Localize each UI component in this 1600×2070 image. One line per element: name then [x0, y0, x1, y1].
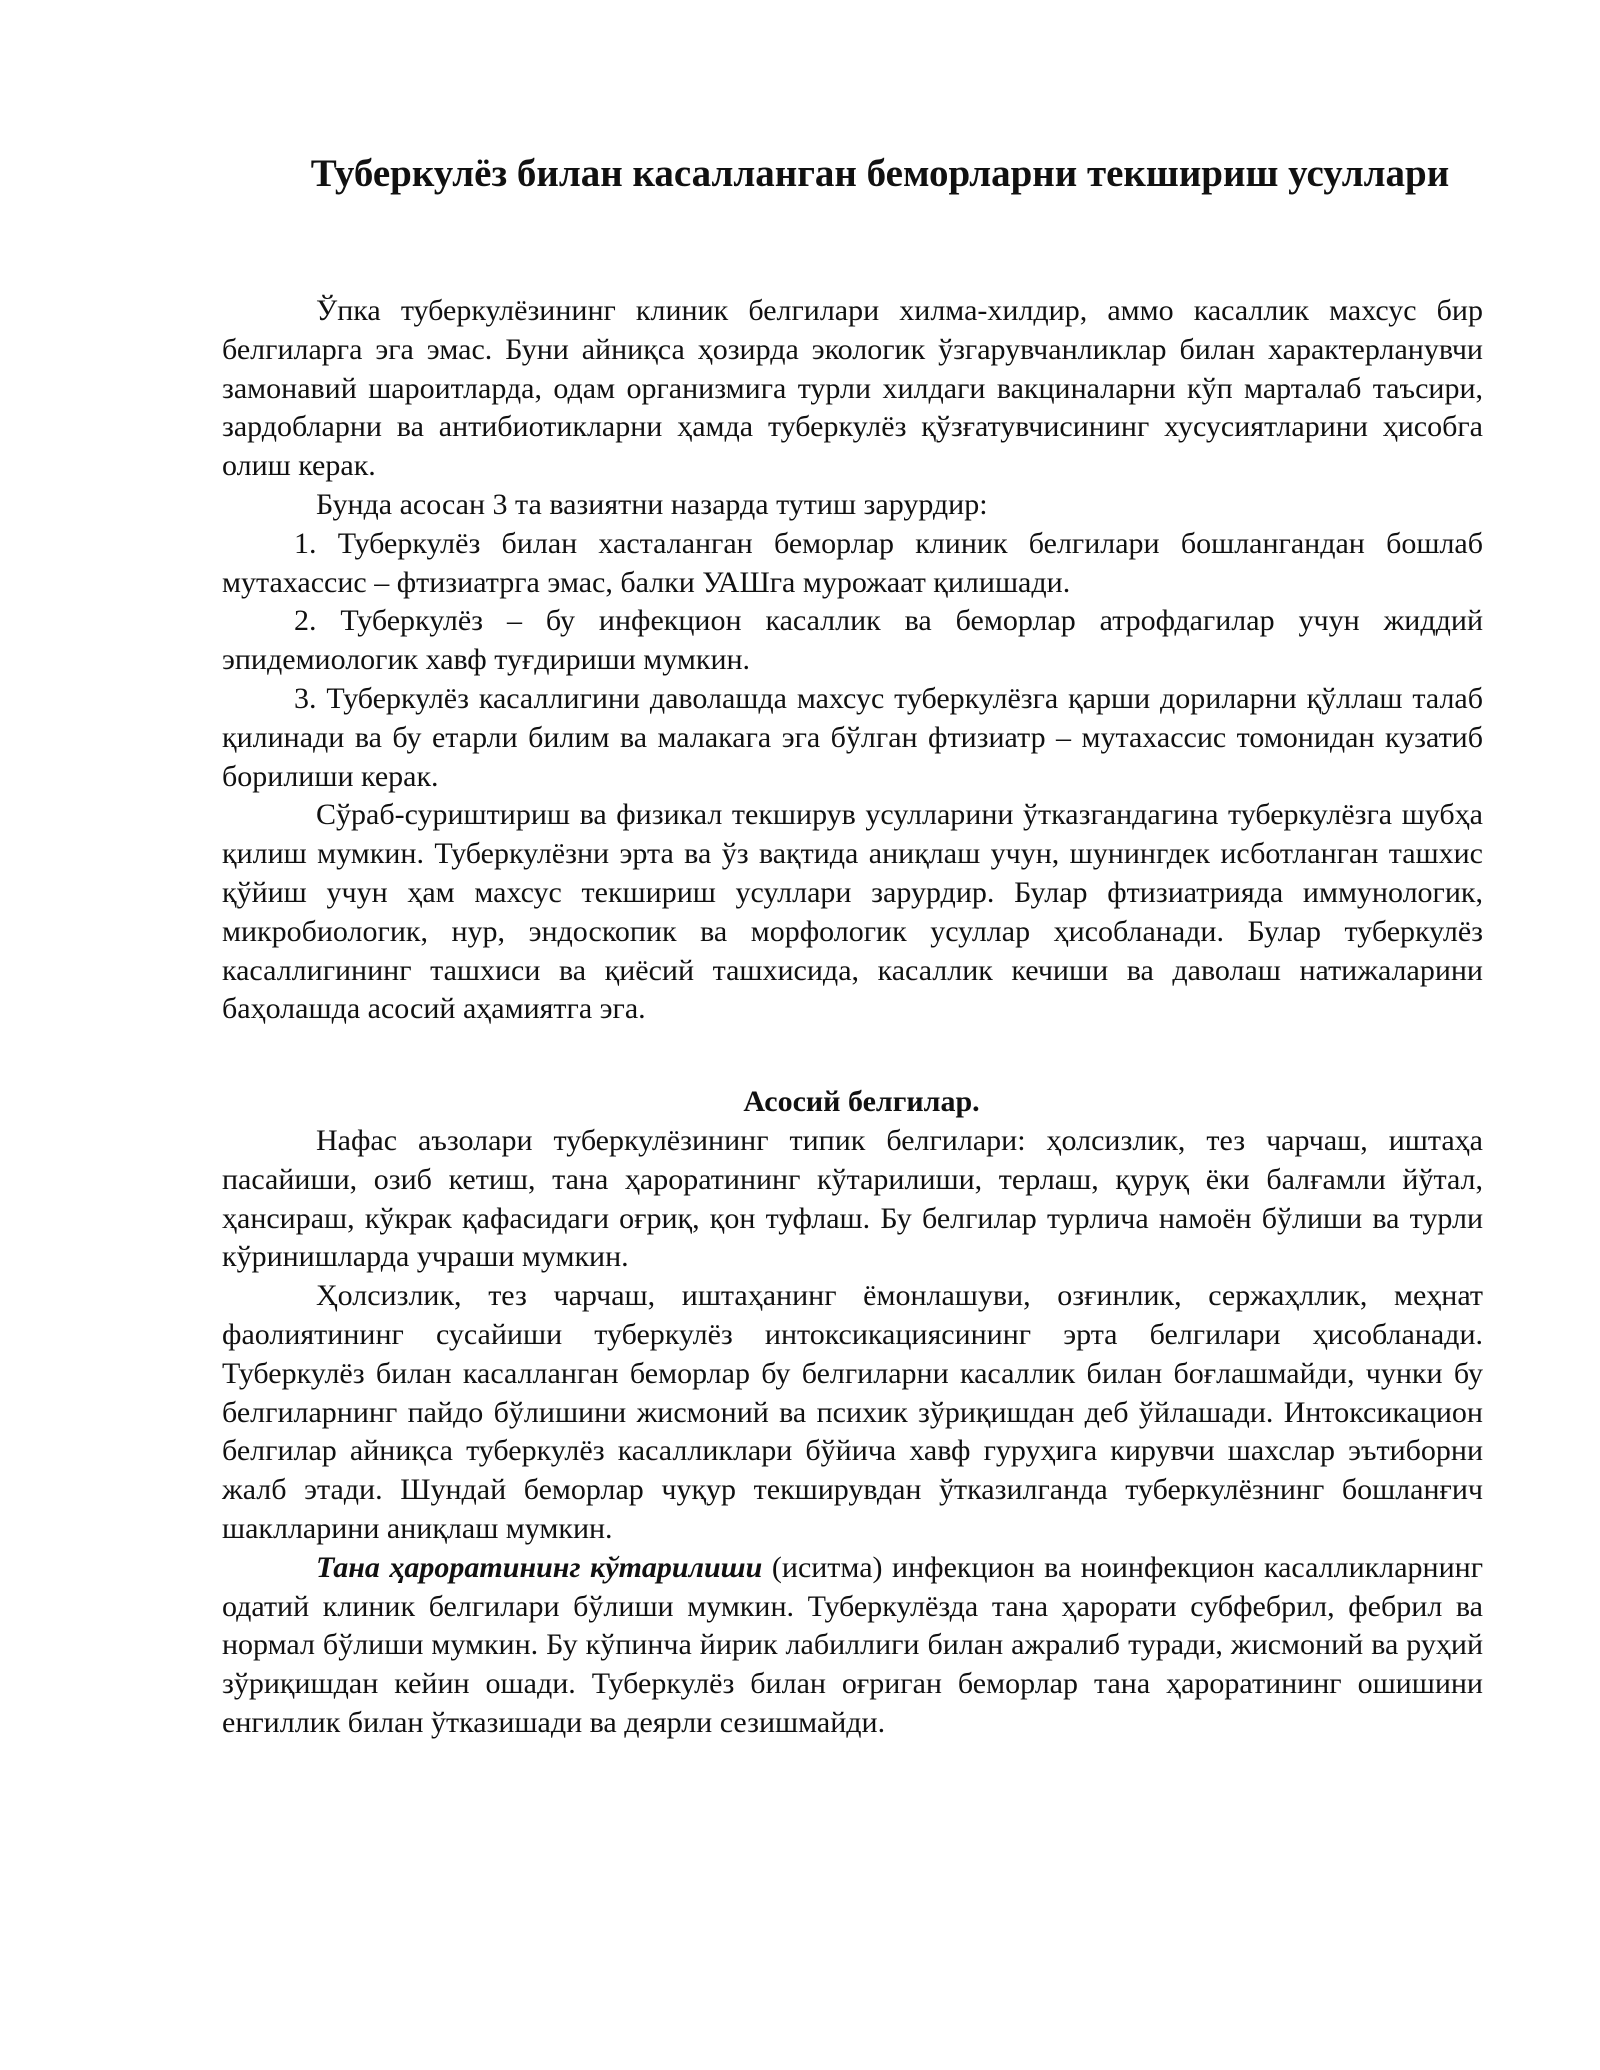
document-body [222, 292, 1483, 1743]
paragraph-typical-signs: Нафас аъзолари туберкулёзининг типик белгилари: ҳолсизлик, тез чарчаш, иштаҳа пасайиши, озиб кетиш, тана ҳароратининг кўтарилиши, терлаш, қуруқ ёки балғамли йўтал, ҳансираш, кўкрак қафасидаги оғриқ, қон туфлаш. Бу белгилар турлича намоён бўлиши ва турли кўринишларда учраши мумкин. [222, 1123, 1483, 1274]
paragraph-intro: Ўпка туберкулёзининг клиник белгилари хилма-хилдир, аммо касаллик махсус бир белгиларга эга эмас. Буни айниқса ҳозирда экологик ўзгарувчанликлар билан характерланувчи замонавий шароитларда, одам организмига турли хилдаги вакциналарни кўп марталаб таъсири, зардобларни ва антибиотикларни ҳамда туберкулёз қўзғатувчисининг хусусиятларини ҳисобга олиш керак. [222, 294, 1483, 483]
page-title: Туберкулёз билан касалланган беморларни текшириш усуллари [310, 152, 1450, 195]
section-heading: Асосий белгилар. [743, 1085, 980, 1119]
paragraph-temperature-text: (иситма) инфекцион ва ноинфекцион касалликларнинг одатий клиник белгилари бўлиши мумкин. Туберкулёзда тана ҳарорати субфебрил, фебрил ва нормал бўлиши мумкин. Бу кўпинча йирик лабиллиги билан ажралиб туради, жисмоний ва руҳий зўриқишдан кейин ошади. Туберкулёз билан оғриган беморлар тана ҳароратининг ошишини енгиллик билан ўтказишади ва деярли сезишмайди. [222, 1550, 1484, 1739]
paragraph-situations-lead: Бунда асосан 3 та вазиятни назарда тутиш зарурдир: [316, 487, 988, 521]
paragraph-intoxication: Ҳолсизлик, тез чарчаш, иштаҳанинг ёмонлашуви, озғинлик, сержаҳллик, меҳнат фаолиятининг сусайиши туберкулёз интоксикациясининг эрта белгилари ҳисобланади. Туберкулёз билан касалланган беморлар бу белгиларни касаллик билан боғлашмайди, чунки бу белгиларнинг пайдо бўлишини жисмоний ва психик зўриқишдан деб ўйлашади. Интоксикацион белгилар айниқса туберкулёз касалликлари бўйича хавф гуруҳига кирувчи шахслар эътиборни жалб этади. Шундай беморлар чуқур текширувдан ўтказилганда туберкулёзнинг бошланғич шаклларини аниқлаш мумкин. [222, 1279, 1483, 1545]
list-item-3: 3. Туберкулёз касаллигини даволашда махсус туберкулёзга қарши дориларни қўллаш талаб қилинади ва бу етарли билим ва малакага эга бўлган фтизиатр – мутахассис томонидан кузатиб борилиши керак. [222, 681, 1483, 793]
section-spacer [222, 1029, 1483, 1083]
paragraph-methods: Сўраб-суриштириш ва физикал текширув усулларини ўтказгандагина туберкулёзга шубҳа қилиш мумкин. Туберкулёзни эрта ва ўз вақтида аниқлаш учун, шунингдек исботланган ташхис қўйиш учун ҳам махсус текшириш усуллари зарурдир. Булар фтизиатрияда иммунологик, микробиологик, нур, эндоскопик ва морфологик усуллар ҳисобланади. Булар туберкулёз касаллигининг ташхиси ва қиёсий ташхисида, касаллик кечиши ва даволаш натижаларини баҳолашда асосий аҳамиятга эга. [222, 798, 1483, 1026]
list-item-2: 2. Туберкулёз – бу инфекцион касаллик ва беморлар атрофдагилар учун жиддий эпидемиологик хавф туғдириши мумкин. [222, 604, 1483, 677]
paragraph-temperature [222, 1549, 1483, 1743]
emphasized-term: Тана ҳароратининг кўтарилиши [316, 1550, 763, 1584]
list-item-1: 1. Туберкулёз билан хасталанган беморлар клиник белгилари бошлангандан бошлаб мутахассис – фтизиатрга эмас, балки УАШга мурожаат қилишади. [222, 526, 1483, 599]
